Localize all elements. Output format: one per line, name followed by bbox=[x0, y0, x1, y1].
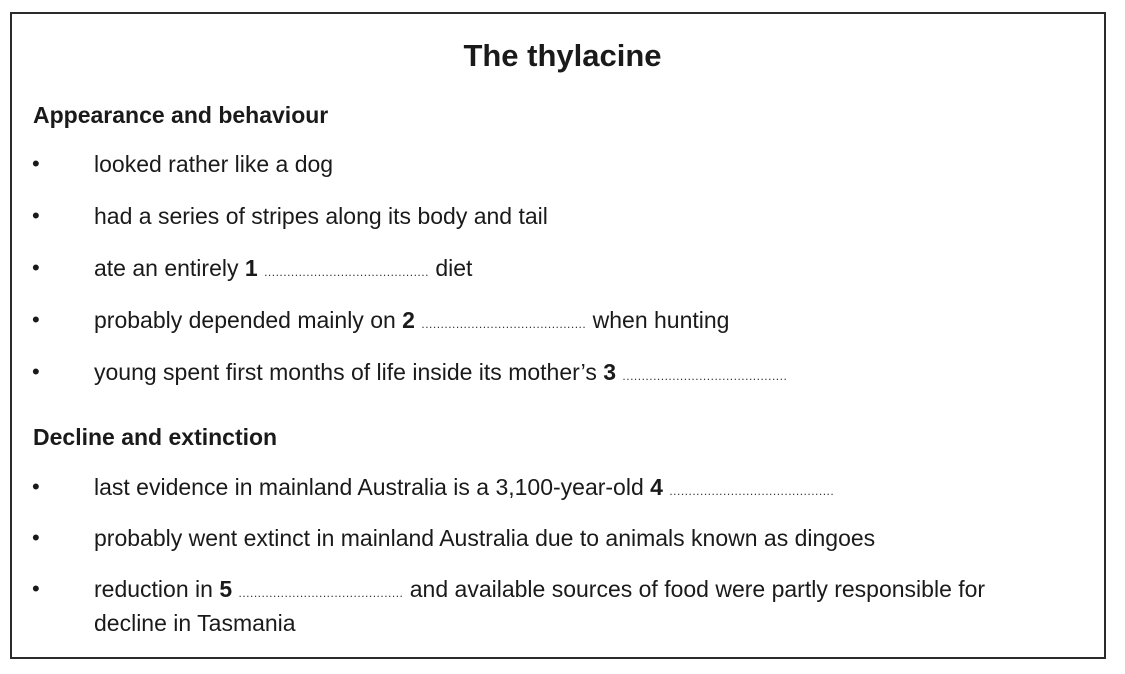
item-text-before: ate an entirely bbox=[94, 255, 239, 281]
item-text: had a series of stripes along its body and tail bbox=[94, 203, 548, 229]
item-text: probably went extinct in mainland Australia due to animals known as dingoes bbox=[94, 525, 876, 551]
item-text: looked rather like a dog bbox=[94, 151, 334, 177]
bullet-icon: • bbox=[32, 474, 40, 499]
answer-blank[interactable]: ........................................... bbox=[238, 586, 404, 600]
bullet-icon: • bbox=[32, 359, 40, 384]
question-number: 3 bbox=[603, 359, 617, 385]
item-text bbox=[94, 472, 1084, 506]
answer-blank[interactable]: ........................................... bbox=[669, 484, 835, 498]
question-number: 5 bbox=[219, 576, 233, 602]
bullet-icon: • bbox=[32, 151, 40, 176]
section-heading-decline: Decline and extinction bbox=[33, 424, 278, 450]
item-text-before: last evidence in mainland Australia is a 3,100-year-old bbox=[94, 474, 644, 500]
item-text bbox=[94, 574, 1014, 638]
section-heading-appearance: Appearance and behaviour bbox=[33, 102, 329, 128]
page-title: The thylacine bbox=[463, 38, 662, 73]
item-text-before: reduction in bbox=[94, 576, 213, 602]
item-text-before: young spent first months of life inside its mother’s bbox=[94, 359, 597, 385]
item-text bbox=[94, 305, 1084, 339]
item-text-after: and available sources of food were partly responsible for decline in Tasmania bbox=[94, 576, 986, 636]
answer-blank[interactable]: ........................................... bbox=[421, 317, 587, 331]
item-text bbox=[94, 357, 1084, 391]
question-number: 2 bbox=[402, 307, 415, 333]
bullet-icon: • bbox=[32, 203, 40, 228]
question-number: 4 bbox=[650, 474, 663, 500]
answer-blank[interactable]: ........................................... bbox=[264, 265, 429, 279]
item-text-before: probably depended mainly on bbox=[94, 307, 396, 333]
bullet-icon: • bbox=[32, 307, 40, 332]
bullet-icon: • bbox=[32, 255, 40, 280]
bullet-icon: • bbox=[32, 576, 40, 601]
bullet-icon: • bbox=[32, 525, 40, 550]
question-number: 1 bbox=[244, 255, 258, 281]
item-text-after: diet bbox=[435, 255, 473, 281]
item-text bbox=[94, 253, 1084, 287]
item-text-after: when hunting bbox=[592, 307, 730, 333]
answer-blank[interactable]: ........................................... bbox=[622, 369, 788, 383]
